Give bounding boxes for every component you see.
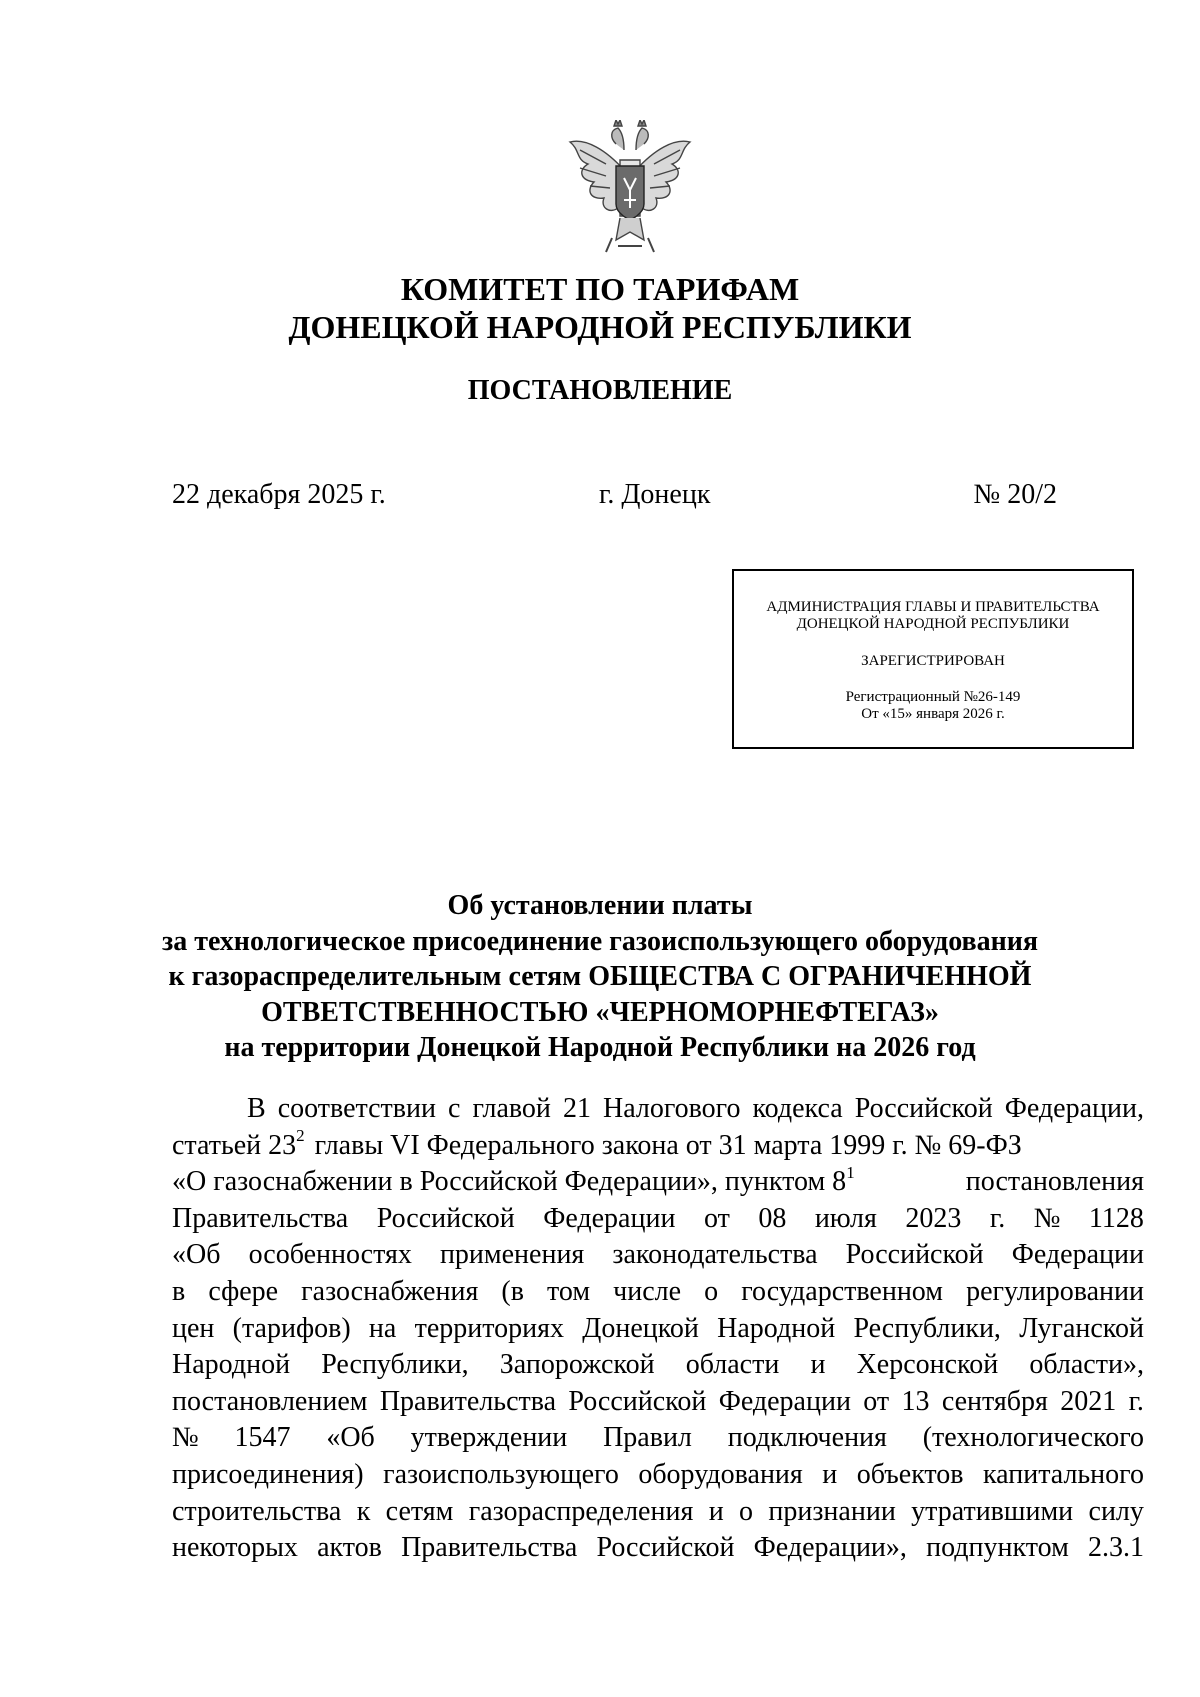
body-word: «Об bbox=[172, 1239, 221, 1271]
body-word: области», bbox=[1029, 1349, 1144, 1381]
subject-line-1: Об установлении платы bbox=[447, 890, 753, 921]
body-word: законодательства bbox=[612, 1239, 818, 1271]
body-word: сетям bbox=[385, 1495, 454, 1527]
body-word: от bbox=[703, 1202, 730, 1234]
body-line bbox=[172, 1237, 1144, 1274]
body-word: Правительства bbox=[172, 1202, 349, 1234]
body-text-fragment: главы VI Федерального закона от 31 марта 1999 г. № 69-ФЗ bbox=[314, 1129, 1022, 1161]
body-line bbox=[172, 1128, 1144, 1165]
body-word: некоторых bbox=[172, 1532, 298, 1564]
body-word: Федерации», bbox=[753, 1532, 907, 1564]
stamp-line-2: ДОНЕЦКОЙ НАРОДНОЙ РЕСПУБЛИКИ bbox=[796, 616, 1070, 632]
body-word: (технологического bbox=[922, 1422, 1144, 1454]
body-word: на bbox=[368, 1312, 397, 1344]
document-subject bbox=[0, 888, 1200, 1066]
body-line bbox=[172, 1091, 1144, 1128]
subject-line-2: за технологическое присоединение газоиспользующего оборудования bbox=[161, 925, 1039, 957]
body-word: том bbox=[547, 1275, 591, 1307]
document-date: 22 декабря 2025 г. bbox=[172, 479, 386, 510]
body-line bbox=[172, 1530, 1144, 1567]
body-word: Налогового bbox=[602, 1093, 741, 1124]
body-word: 2021 bbox=[1060, 1385, 1117, 1417]
body-word: № bbox=[172, 1422, 199, 1454]
body-line bbox=[172, 1311, 1144, 1348]
org-title-line-1: КОМИТЕТ ПО ТАРИФАМ bbox=[400, 271, 800, 307]
body-word: сентября bbox=[941, 1385, 1048, 1417]
body-word: с bbox=[447, 1093, 461, 1124]
body-line bbox=[172, 1347, 1144, 1384]
body-word: территориях bbox=[414, 1312, 564, 1344]
body-line bbox=[172, 1164, 1144, 1201]
body-word: от bbox=[863, 1385, 890, 1417]
superscript: 1 bbox=[846, 1162, 855, 1182]
body-word: государственном bbox=[741, 1275, 943, 1307]
body-word: 13 bbox=[901, 1385, 930, 1417]
body-word: сфере bbox=[208, 1275, 279, 1307]
body-word: Запорожской bbox=[499, 1349, 655, 1381]
body-word: Российской bbox=[568, 1385, 707, 1417]
body-word: и bbox=[708, 1495, 724, 1527]
stamp-status: ЗАРЕГИСТРИРОВАН bbox=[861, 653, 1005, 669]
body-word: главой bbox=[472, 1093, 551, 1124]
body-word: Правительства bbox=[401, 1532, 578, 1564]
document-body bbox=[172, 1091, 1144, 1567]
body-word: оборудования bbox=[638, 1458, 803, 1490]
body-word: Донецкой bbox=[582, 1312, 699, 1344]
body-line bbox=[172, 1201, 1144, 1238]
body-word: постановлением bbox=[172, 1385, 368, 1417]
body-line bbox=[172, 1494, 1144, 1531]
body-word: В bbox=[247, 1093, 266, 1124]
document-number: № 20/2 bbox=[973, 479, 1057, 510]
body-line bbox=[172, 1274, 1144, 1311]
body-word: Российской bbox=[596, 1532, 735, 1564]
body-line bbox=[172, 1384, 1144, 1421]
body-word: Федерации bbox=[718, 1385, 851, 1417]
body-word: регулировании bbox=[966, 1275, 1144, 1307]
body-word: в bbox=[172, 1275, 186, 1307]
body-word: силу bbox=[1088, 1495, 1144, 1527]
body-word: утверждении bbox=[410, 1422, 568, 1454]
body-word: Федерации bbox=[1011, 1239, 1144, 1271]
body-word: Федерации, bbox=[1004, 1093, 1144, 1124]
body-word: строительства bbox=[172, 1495, 342, 1527]
document-city: г. Донецк bbox=[599, 479, 711, 510]
body-word: (тарифов) bbox=[232, 1312, 351, 1344]
subject-line-5: на территории Донецкой Народной Республики на 2026 год bbox=[224, 1032, 976, 1063]
body-word: Луганской bbox=[1019, 1312, 1144, 1344]
superscript: 2 bbox=[296, 1126, 305, 1146]
body-word: «Об bbox=[326, 1422, 375, 1454]
body-word: особенностях bbox=[248, 1239, 412, 1271]
body-word: признании bbox=[768, 1495, 896, 1527]
body-word: Херсонской bbox=[856, 1349, 999, 1381]
body-word: утратившими bbox=[911, 1495, 1074, 1527]
stamp-reg-date: От «15» января 2026 г. bbox=[861, 706, 1005, 722]
body-word: Народной bbox=[717, 1312, 836, 1344]
body-word: подпунктом bbox=[926, 1532, 1069, 1564]
document-type: ПОСТАНОВЛЕНИЕ bbox=[467, 375, 733, 406]
body-word: числе bbox=[613, 1275, 682, 1307]
body-word: газоиспользующего bbox=[383, 1458, 619, 1490]
body-word: присоединения) bbox=[172, 1458, 364, 1490]
body-word: № bbox=[1033, 1202, 1061, 1234]
body-word: газораспределения bbox=[468, 1495, 694, 1527]
body-word: 2023 bbox=[905, 1202, 962, 1234]
subject-line-4: ОТВЕТСТВЕННОСТЬЮ «ЧЕРНОМОРНЕФТЕГАЗ» bbox=[261, 996, 939, 1028]
body-word: Правительства bbox=[379, 1385, 557, 1417]
body-text-fragment: «О газоснабжении в Российской Федерации», пунктом $8^1$ bbox=[172, 1162, 855, 1198]
body-word: кодекса bbox=[752, 1093, 843, 1124]
body-word: 1128 bbox=[1088, 1202, 1144, 1234]
body-word: 2.3.1 bbox=[1088, 1532, 1144, 1564]
body-word: о bbox=[704, 1275, 719, 1307]
body-line bbox=[172, 1457, 1144, 1494]
body-word: 1547 bbox=[234, 1422, 291, 1454]
body-word: Республики, bbox=[321, 1349, 469, 1381]
body-word: подключения bbox=[727, 1422, 887, 1454]
body-word: области bbox=[685, 1349, 780, 1381]
body-text-fragment: статьей $23^2$ bbox=[172, 1126, 305, 1161]
body-word: и bbox=[810, 1349, 826, 1381]
body-word: 08 bbox=[758, 1202, 787, 1234]
stamp-line-1: АДМИНИСТРАЦИЯ ГЛАВЫ И ПРАВИТЕЛЬСТВА bbox=[766, 599, 1100, 615]
body-word: г. bbox=[1128, 1385, 1144, 1417]
body-word: капитального bbox=[982, 1458, 1144, 1490]
registration-stamp bbox=[732, 569, 1134, 749]
body-text-fragment: постановления bbox=[965, 1166, 1144, 1198]
body-word: Федерации bbox=[543, 1202, 676, 1234]
body-word: Правил bbox=[603, 1422, 692, 1454]
body-word: Российской bbox=[854, 1093, 993, 1124]
body-word: г. bbox=[989, 1202, 1006, 1234]
body-word: Республики, bbox=[853, 1312, 1001, 1344]
body-word: июля bbox=[814, 1202, 877, 1234]
body-line bbox=[172, 1420, 1144, 1457]
body-word: Народной bbox=[172, 1349, 291, 1381]
subject-line-3: к газораспределительным сетям ОБЩЕСТВА С ОГРАНИЧЕННОЙ bbox=[168, 961, 1032, 992]
body-word: Российской bbox=[845, 1239, 984, 1271]
org-title-line-2: ДОНЕЦКОЙ НАРОДНОЙ РЕСПУБЛИКИ bbox=[288, 309, 912, 345]
body-word: применения bbox=[439, 1239, 585, 1271]
body-word: соответствии bbox=[277, 1093, 436, 1124]
coat-of-arms-icon bbox=[566, 120, 694, 256]
body-word: газоснабжения bbox=[301, 1275, 479, 1307]
body-word: Российской bbox=[376, 1202, 515, 1234]
body-word: и bbox=[822, 1458, 838, 1490]
body-word: о bbox=[739, 1495, 754, 1527]
stamp-reg-number: Регистрационный №26-149 bbox=[845, 689, 1021, 705]
body-word: 21 bbox=[562, 1093, 591, 1124]
body-word: (в bbox=[501, 1275, 524, 1307]
body-word: объектов bbox=[856, 1458, 964, 1490]
body-word: цен bbox=[172, 1312, 215, 1344]
body-word: актов bbox=[317, 1532, 382, 1564]
body-word: к bbox=[356, 1495, 371, 1527]
